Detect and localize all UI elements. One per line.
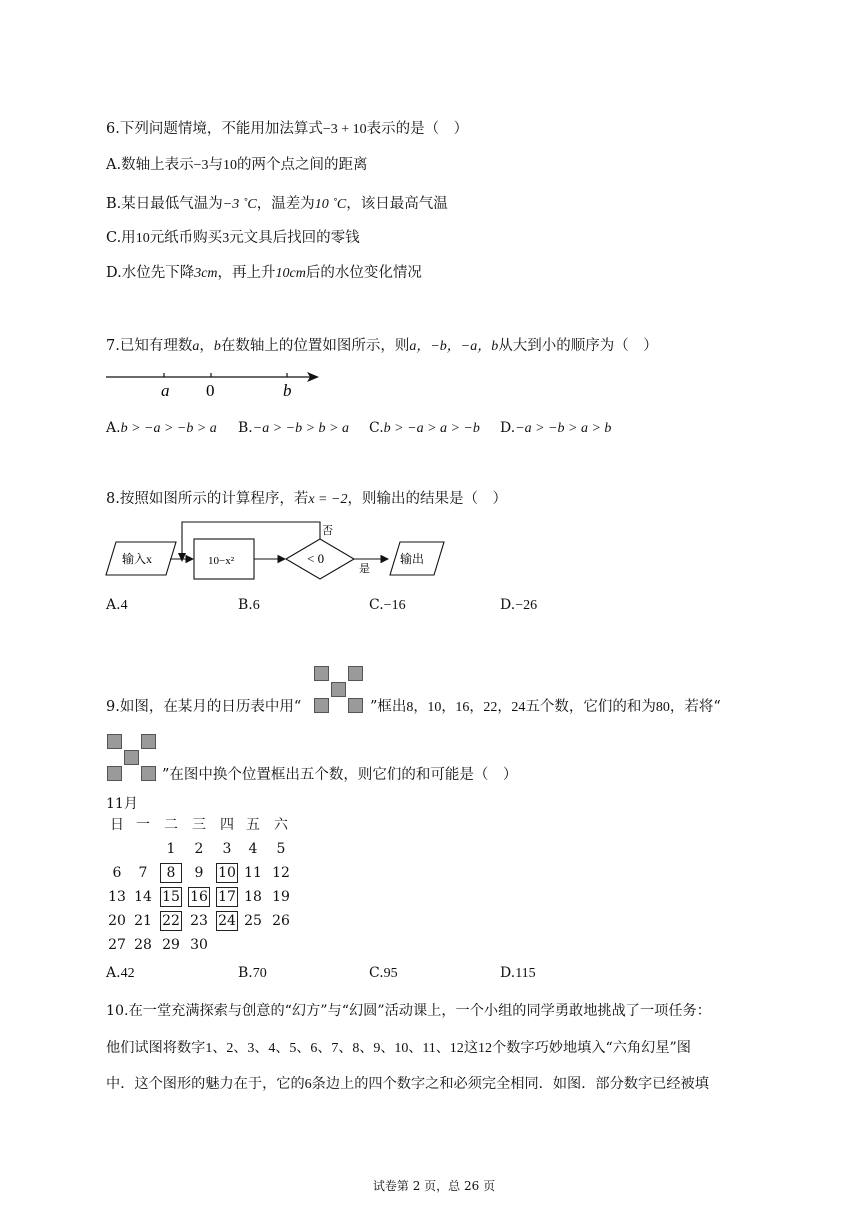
q7-number-line [104,366,324,400]
q10-line1 [106,1002,711,1020]
q9-line2-text: ”在图中换个位置框出五个数，则它们的和可能是（ ） [162,767,518,783]
page-footer: 试卷第 2 页，总 26 页 [372,1179,496,1193]
q6-option-c[interactable] [106,229,360,248]
calendar-day: 5 [276,841,286,857]
frame-square [331,682,346,697]
q8-condition: x = −2 [308,492,348,507]
calendar-day: 1 [166,841,176,857]
q6-a-num2: 10 [223,158,237,173]
flow-loop-line [182,522,320,559]
calendar-day: 2 [194,841,204,857]
label-a: a [161,381,170,400]
q6-stem-tail: 表示的是（ ） [366,121,469,137]
q8-option-d[interactable] [500,596,537,615]
calendar-day: 21 [134,913,152,929]
q10-sides: 6 [304,1077,312,1092]
calendar-day: 13 [108,889,126,905]
q7-sep: ， [199,338,214,354]
q6-a-text3: 的两个点之间的距离 [237,157,368,173]
flow-yes-label: 是 [359,563,370,575]
q8-a-value: 4 [120,598,128,613]
flow-loop-arrow [178,553,186,562]
q10-line2 [106,1039,691,1058]
q9-option-a[interactable] [106,964,135,983]
q9-line1-text4: ，若将“ [669,699,721,715]
q9-x-frame-icon [107,734,161,782]
q7-stem-tail: 从大到小的顺序为（ ） [498,338,658,354]
calendar-day: 14 [134,889,152,905]
calendar-day: 24 [216,911,238,931]
q8-option-a[interactable] [106,596,128,615]
q6-b-text: B.某日最低气温为 [106,196,223,212]
q9-line1-text3: 五个数，它们的和为 [525,699,656,715]
flow-decision-label: < 0 [307,551,325,566]
q6-b-temp1: −3 ˚C [222,197,257,212]
q6-d-len2: 10cm [275,266,306,281]
q7-option-a[interactable] [106,419,217,438]
q6-c-text3: 元文具后找回的零钱 [229,230,360,246]
calendar-day: 25 [244,913,262,929]
flow-output-label: 输出 [400,552,425,566]
q8-d-letter: D. [500,597,516,613]
q6-d-text2: ，再上升 [217,265,276,281]
q10-line2-text2: 这 [463,1040,479,1056]
q7-stem [106,337,658,356]
calendar-day: 7 [138,865,148,881]
calendar-day: 6 [112,865,122,881]
calendar-day: 19 [272,889,290,905]
q10-line3-text2: 条边上的四个数字之和必须完全相同．如图．部分数字已经被填 [311,1076,709,1092]
q10-nums: 1、2、3、4、5、6、7、8、9、10、11、12 [205,1041,464,1056]
calendar-day: 26 [272,913,290,929]
q9-a-letter: A. [106,965,121,981]
q7-option-d[interactable] [500,419,611,438]
calendar-day: 16 [188,887,210,907]
q8-d-value: −26 [515,598,538,613]
calendar-day: 28 [134,937,152,953]
frame-square [141,766,156,781]
q6-c-num2: 3 [222,231,230,246]
q6-d-text: D.水位先下降 [106,265,195,281]
calendar-day: 27 [108,937,126,953]
calendar-day: 20 [108,913,126,929]
q8-c-value: −16 [383,598,406,613]
q6-stem-expression: −3 + 10 [322,122,367,137]
q9-line1-a [106,698,301,716]
q7-a-letter: A. [106,420,121,436]
frame-square [348,666,363,681]
q6-c-text2: 元纸币购买 [149,230,223,246]
q7-a-expr: b > −a > −b > a [120,421,217,436]
q7-b-expr: −a > −b > b > a [252,421,349,436]
q6-a-text2: 与 [208,157,223,173]
q7-option-c[interactable] [369,419,480,438]
q10-line3-text: 中．这个图形的魅力在于，它的 [106,1076,305,1092]
q9-calendar-month: 11月 [106,796,138,812]
q9-option-c[interactable] [369,964,398,983]
frame-square [124,750,139,765]
q7-stem-text2: 在数轴上的位置如图所示，则 [220,338,410,354]
q7-d-expr: −a > −b > a > b [515,421,612,436]
q9-d-value: 115 [515,966,536,981]
frame-square [314,698,329,713]
calendar-day: 8 [160,863,182,883]
q7-stem-text: 7.已知有理数 [106,338,193,354]
q9-line2 [162,766,517,784]
q6-b-text2: ，温差为 [256,196,315,212]
q9-x-frame-icon-inline [314,666,368,714]
q8-stem-text: 8.按照如图所示的计算程序，若 [106,491,309,507]
q8-stem [106,490,507,509]
q8-c-letter: C. [369,597,384,613]
q8-b-letter: B. [238,597,253,613]
q6-option-a[interactable] [106,156,368,175]
q7-c-letter: C. [369,420,384,436]
calendar-weekday: 一 [136,817,150,833]
calendar-weekday: 二 [164,817,178,833]
calendar-day: 11 [244,865,262,881]
q7-var-b: b [213,339,221,354]
q6-option-d[interactable] [106,264,422,283]
calendar-weekday: 五 [246,817,260,833]
q7-list: a，−b，−a，b [409,339,499,354]
q9-a-value: 42 [120,966,135,981]
q8-a-letter: A. [106,597,121,613]
q7-d-letter: D. [500,420,516,436]
label-0: 0 [206,381,215,400]
q9-nums: 8，10，16，22，24 [406,700,526,715]
frame-square [141,734,156,749]
flow-input-label: 输入x [122,552,153,566]
calendar-weekday: 四 [220,817,234,833]
q9-line1-text2: ”框出 [370,699,407,715]
q9-b-letter: B. [238,965,253,981]
q9-line1-b [370,698,721,717]
frame-square [107,766,122,781]
q6-c-num1: 10 [135,231,150,246]
q10-line3 [106,1075,709,1094]
q6-c-text: C.用 [106,230,136,246]
q8-stem-tail: ，则输出的结果是（ ） [347,491,507,507]
q7-var-a: a [192,339,200,354]
q6-stem-text: 6.下列问题情境，不能用加法算式 [106,121,323,137]
q6-stem [106,120,468,139]
calendar-weekday: 日 [110,817,124,833]
q8-flowchart [104,515,449,585]
calendar-day: 9 [194,865,204,881]
q9-b-value: 70 [252,966,267,981]
q6-option-b[interactable] [106,195,448,214]
q9-d-letter: D. [500,965,516,981]
calendar-weekday: 六 [274,817,288,833]
q10-count: 12 [478,1041,493,1056]
q7-option-b[interactable] [238,419,349,438]
q6-b-temp2: 10 ˚C [314,197,347,212]
q9-option-d[interactable] [500,964,536,983]
q9-line1-text: 9.如图，在某月的日历表中用“ [106,699,302,715]
q7-c-expr: b > −a > a > −b [383,421,480,436]
q9-option-b[interactable] [238,964,267,983]
q9-sum: 80 [655,700,670,715]
frame-square [107,734,122,749]
q6-d-text3: 后的水位变化情况 [305,265,422,281]
calendar-day: 17 [216,887,238,907]
calendar-day: 3 [222,841,232,857]
calendar-day: 18 [244,889,262,905]
frame-square [314,666,329,681]
q10-line2-text3: 个数字巧妙地填入“六角幻星”图 [492,1040,691,1056]
q8-b-value: 6 [252,598,260,613]
calendar-day: 30 [190,937,208,953]
calendar-weekday: 三 [192,817,206,833]
q10-line1-text: 10.在一堂充满探索与创意的“幻方”与“幻圆”活动课上，一个小组的同学勇敢地挑战了一项任务： [106,1003,711,1019]
q6-a-num1: −3 [193,158,209,173]
q8-option-b[interactable] [238,596,260,615]
calendar-day: 12 [272,865,290,881]
frame-square [348,698,363,713]
q9-c-letter: C. [369,965,384,981]
q6-d-len1: 3cm [194,266,218,281]
q9-c-value: 95 [383,966,398,981]
q6-a-text: A.数轴上表示 [106,157,194,173]
calendar-day: 23 [190,913,208,929]
calendar-day: 29 [162,937,180,953]
calendar-day: 15 [160,887,182,907]
label-b: b [283,381,292,400]
calendar-day: 10 [216,863,238,883]
flow-no-label: 否 [322,525,333,537]
q6-b-text3: ，该日最高气温 [346,196,448,212]
q7-b-letter: B. [238,420,253,436]
calendar-day: 4 [248,841,258,857]
calendar-day: 22 [160,911,182,931]
flow-process-label: 10−x² [208,555,235,567]
q8-option-c[interactable] [369,596,406,615]
q10-line2-text: 他们试图将数字 [106,1040,206,1056]
